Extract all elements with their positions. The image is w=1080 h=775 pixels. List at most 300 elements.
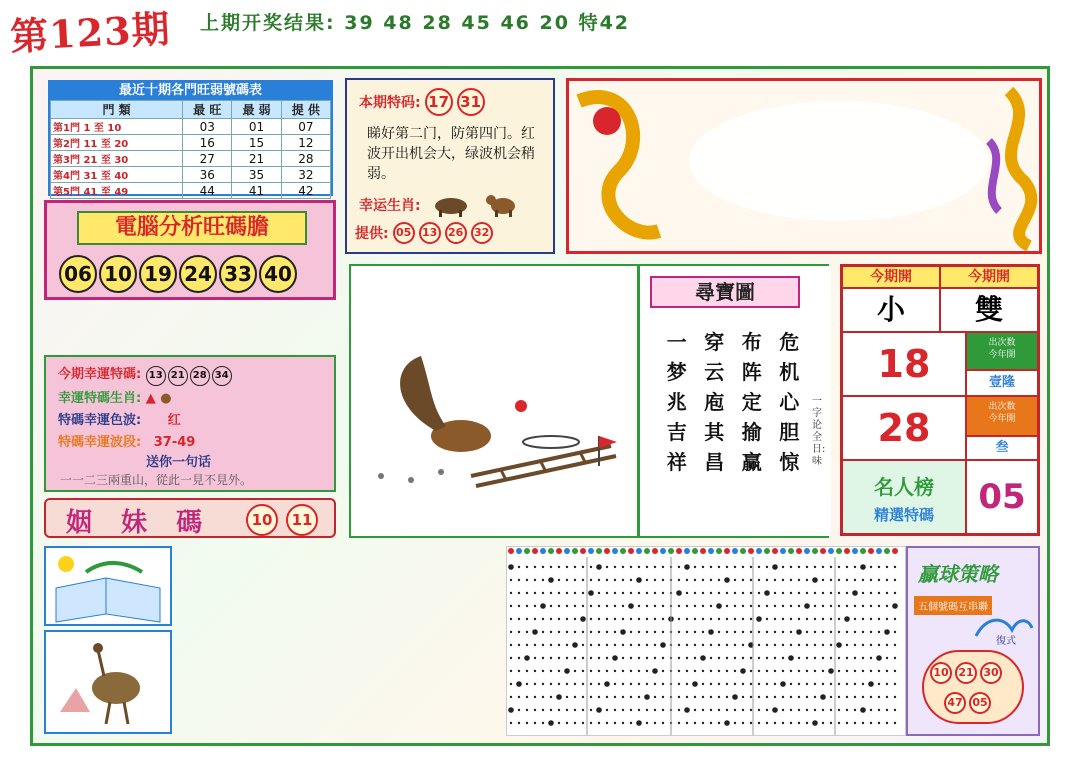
- pattern-dot: [558, 722, 560, 724]
- poem-char: 心: [779, 390, 800, 414]
- pattern-dot: [662, 696, 664, 698]
- pattern-dot: [510, 644, 512, 646]
- pattern-dot: [822, 644, 824, 646]
- pattern-dot: [582, 722, 584, 724]
- pattern-dot: [526, 566, 528, 568]
- pattern-dot: [838, 579, 840, 581]
- pattern-dot: [724, 720, 730, 726]
- color-dot: [772, 548, 778, 554]
- pattern-dot: [614, 709, 616, 711]
- pattern-dot: [718, 657, 720, 659]
- pattern-dot: [678, 670, 680, 672]
- pattern-dot: [892, 603, 898, 609]
- pattern-dot: [822, 631, 824, 633]
- pattern-dot: [718, 683, 720, 685]
- strategy-subtitle: 五個號碼互串聯: [914, 596, 992, 615]
- pattern-dot: [798, 696, 800, 698]
- pattern-dot: [566, 644, 568, 646]
- pattern-dot: [622, 709, 624, 711]
- pattern-dot: [534, 683, 536, 685]
- pattern-dot: [622, 683, 624, 685]
- pattern-dot: [566, 709, 568, 711]
- pattern-dot: [854, 605, 856, 607]
- pattern-dot: [662, 618, 664, 620]
- pattern-dot: [630, 670, 632, 672]
- poem-char: 昌: [704, 450, 725, 474]
- pattern-dot: [622, 696, 624, 698]
- pattern-dot: [508, 707, 514, 713]
- pattern-dot: [614, 592, 616, 594]
- pattern-dot: [886, 644, 888, 646]
- pattern-dot: [734, 618, 736, 620]
- pattern-dot: [758, 670, 760, 672]
- pattern-dot: [550, 566, 552, 568]
- lucky-ball: 13: [146, 366, 166, 386]
- pattern-dot: [590, 631, 592, 633]
- pattern-dot: [846, 670, 848, 672]
- pattern-dot: [742, 696, 744, 698]
- pattern-dot: [766, 670, 768, 672]
- pattern-dot: [654, 566, 656, 568]
- pattern-dot: [558, 566, 560, 568]
- pattern-dot: [612, 655, 618, 661]
- pattern-dot: [798, 722, 800, 724]
- treasure-side-text: 一字论全日:味: [812, 396, 826, 467]
- pattern-dot: [574, 566, 576, 568]
- pattern-dot: [582, 670, 584, 672]
- pattern-dot: [550, 696, 552, 698]
- pattern-dot: [694, 605, 696, 607]
- pattern-dot: [702, 579, 704, 581]
- count-tag-2a: 出次数: [988, 402, 1016, 412]
- pattern-dot: [526, 618, 528, 620]
- pattern-dot: [606, 722, 608, 724]
- pattern-dot: [646, 592, 648, 594]
- pattern-dot: [662, 670, 664, 672]
- special-ball: 31: [457, 88, 485, 116]
- pattern-dot: [662, 683, 664, 685]
- pattern-dot: [750, 618, 752, 620]
- pattern-dot: [862, 722, 864, 724]
- pattern-dot: [510, 722, 512, 724]
- pattern-dot: [830, 605, 832, 607]
- pattern-dot: [806, 566, 808, 568]
- pattern-dot: [710, 722, 712, 724]
- pattern-dot: [622, 618, 624, 620]
- color-dot: [516, 548, 522, 554]
- pattern-dot: [718, 618, 720, 620]
- pattern-dot: [742, 683, 744, 685]
- pattern-dot: [628, 603, 634, 609]
- dot-pattern-grid: [506, 546, 906, 736]
- color-dot: [524, 548, 530, 554]
- pattern-dot: [774, 683, 776, 685]
- row-hot: 36: [183, 167, 232, 183]
- pattern-dot: [782, 566, 784, 568]
- pattern-dot: [766, 657, 768, 659]
- lucky-line-6: 一一二三兩重山，從此一見不見外。: [60, 473, 253, 487]
- pattern-dot: [686, 605, 688, 607]
- pattern-dot: [894, 618, 896, 620]
- pattern-dot: [846, 605, 848, 607]
- pattern-dot: [518, 605, 520, 607]
- color-dot: [644, 548, 650, 554]
- pattern-dot: [598, 683, 600, 685]
- pattern-dot: [854, 644, 856, 646]
- table-header-row: [51, 101, 331, 119]
- pattern-dot: [838, 683, 840, 685]
- pattern-dot: [806, 618, 808, 620]
- computer-number-row: [59, 255, 297, 293]
- color-dot: [692, 548, 698, 554]
- pattern-dot: [710, 696, 712, 698]
- pattern-dot: [782, 722, 784, 724]
- pattern-dot: [550, 709, 552, 711]
- pattern-dot: [726, 670, 728, 672]
- pattern-dot: [814, 709, 816, 711]
- decorative-banner: [566, 78, 1042, 254]
- pattern-dot: [598, 696, 600, 698]
- pattern-dot: [622, 722, 624, 724]
- pattern-dot: [836, 642, 842, 648]
- lucky-panel: [44, 355, 336, 492]
- pattern-dot: [646, 579, 648, 581]
- lucky-range-value: 37-49: [153, 435, 196, 450]
- pattern-dot: [566, 683, 568, 685]
- pattern-dot: [684, 564, 690, 570]
- pattern-dot: [692, 681, 698, 687]
- pattern-dot: [630, 696, 632, 698]
- pattern-dot: [734, 631, 736, 633]
- pattern-dot: [510, 670, 512, 672]
- pattern-dot: [510, 631, 512, 633]
- pattern-dot: [598, 657, 600, 659]
- table-row: [51, 167, 331, 183]
- pattern-dot: [878, 631, 880, 633]
- pattern-dot: [662, 592, 664, 594]
- pattern-dot: [734, 566, 736, 568]
- pattern-dot: [684, 707, 690, 713]
- monkey-icon: [481, 192, 521, 218]
- sibling-numbers: [246, 504, 318, 536]
- pattern-dot: [870, 566, 872, 568]
- pattern-dot: [854, 657, 856, 659]
- pattern-dot: [820, 694, 826, 700]
- strategy-ball: 10: [930, 662, 952, 684]
- pattern-dot: [710, 592, 712, 594]
- pattern-dot: [630, 709, 632, 711]
- pattern-dot: [750, 592, 752, 594]
- color-dot: [796, 548, 802, 554]
- pattern-dot: [702, 592, 704, 594]
- pattern-dot: [518, 592, 520, 594]
- pattern-dot: [686, 618, 688, 620]
- pattern-dot: [732, 694, 738, 700]
- pattern-dot: [846, 579, 848, 581]
- pattern-dot: [774, 657, 776, 659]
- color-dot: [716, 548, 722, 554]
- pattern-dot: [838, 696, 840, 698]
- row-offer: 12: [281, 135, 330, 151]
- pattern-dot: [790, 618, 792, 620]
- pattern-dot: [790, 644, 792, 646]
- pattern-dot: [590, 670, 592, 672]
- pattern-dot: [622, 605, 624, 607]
- color-dot: [652, 548, 658, 554]
- pattern-dot: [550, 592, 552, 594]
- color-dot: [764, 548, 770, 554]
- pattern-dot: [566, 722, 568, 724]
- pattern-dot: [590, 605, 592, 607]
- pattern-dot: [854, 579, 856, 581]
- pattern-dot: [510, 618, 512, 620]
- pattern-dot: [854, 722, 856, 724]
- pattern-dot: [822, 683, 824, 685]
- pattern-dot: [620, 629, 626, 635]
- count-value-2: 叁: [966, 436, 1038, 460]
- color-dot: [588, 548, 594, 554]
- pattern-dot: [774, 722, 776, 724]
- strategy-ball-ring: [922, 650, 1024, 724]
- pattern-dot: [694, 644, 696, 646]
- pattern-dot: [758, 696, 760, 698]
- pattern-dot: [590, 566, 592, 568]
- strategy-row-2: [944, 692, 991, 714]
- color-dot: [756, 548, 762, 554]
- color-dot: [604, 548, 610, 554]
- pattern-dot: [726, 631, 728, 633]
- pattern-dot: [518, 696, 520, 698]
- pattern-dot: [814, 631, 816, 633]
- pattern-dot: [788, 655, 794, 661]
- pattern-dot: [606, 566, 608, 568]
- pattern-dot: [702, 683, 704, 685]
- pattern-dot: [862, 670, 864, 672]
- pattern-dot: [686, 644, 688, 646]
- pattern-dot: [766, 683, 768, 685]
- pattern-dot: [790, 566, 792, 568]
- lucky-color-value: 红: [167, 413, 181, 428]
- pattern-dot: [798, 618, 800, 620]
- pattern-dot: [614, 618, 616, 620]
- strategy-tag: 復式: [996, 636, 1016, 647]
- pattern-dot: [542, 657, 544, 659]
- color-dot: [724, 548, 730, 554]
- color-dot: [532, 548, 538, 554]
- lucky-line-4: [58, 431, 195, 450]
- fame-subtitle: 精選特碼: [873, 506, 934, 524]
- pattern-dot: [590, 579, 592, 581]
- pattern-dot: [542, 670, 544, 672]
- pattern-dot: [830, 566, 832, 568]
- pattern-dot: [766, 605, 768, 607]
- pattern-dot: [830, 709, 832, 711]
- pattern-dot: [678, 696, 680, 698]
- pattern-dot: [534, 722, 536, 724]
- pattern-dot: [606, 709, 608, 711]
- pattern-dot: [878, 592, 880, 594]
- strategy-row-1: [930, 662, 1002, 684]
- pattern-dot: [678, 709, 680, 711]
- pattern-dot: [894, 657, 896, 659]
- pattern-dot: [886, 566, 888, 568]
- pattern-dot: [534, 592, 536, 594]
- table-row: [51, 183, 331, 199]
- pattern-dot: [822, 722, 824, 724]
- row-cold: 15: [232, 135, 281, 151]
- pattern-dot: [548, 577, 554, 583]
- pattern-dot: [702, 618, 704, 620]
- pattern-dot: [686, 696, 688, 698]
- ostrich-drawing: [46, 632, 170, 732]
- color-dot: [620, 548, 626, 554]
- pattern-dot: [766, 618, 768, 620]
- pattern-dot: [622, 644, 624, 646]
- poem-char: 定: [741, 390, 762, 414]
- pattern-dot: [558, 631, 560, 633]
- pattern-dot: [622, 566, 624, 568]
- pattern-dot: [526, 592, 528, 594]
- pattern-dot: [894, 566, 896, 568]
- pattern-dot: [574, 696, 576, 698]
- table-row: [51, 135, 331, 151]
- pattern-dot: [606, 657, 608, 659]
- pattern-dot: [734, 670, 736, 672]
- pattern-dot: [718, 631, 720, 633]
- pattern-dot: [822, 670, 824, 672]
- pattern-dot: [814, 566, 816, 568]
- parity-value: 雙: [940, 288, 1038, 332]
- pattern-dot: [582, 605, 584, 607]
- pattern-dot: [846, 566, 848, 568]
- pattern-dot: [758, 605, 760, 607]
- color-dot: [828, 548, 834, 554]
- strategy-panel: [906, 546, 1040, 736]
- pattern-dot: [774, 696, 776, 698]
- pattern-dot: [870, 709, 872, 711]
- pattern-dot: [854, 566, 856, 568]
- pattern-dot: [630, 683, 632, 685]
- pattern-dot: [838, 709, 840, 711]
- pattern-dot: [638, 605, 640, 607]
- special-ball: 17: [425, 88, 453, 116]
- poem-char: 祥: [666, 450, 687, 474]
- row-label: 第2門 11 至 20: [51, 135, 183, 151]
- row-offer: 32: [281, 167, 330, 183]
- color-dot: [660, 548, 666, 554]
- table-title: 最近十期各門旺弱號碼表: [50, 82, 331, 100]
- pattern-dot: [878, 644, 880, 646]
- pattern-dot: [582, 631, 584, 633]
- pattern-dot: [862, 644, 864, 646]
- pattern-dot: [532, 629, 538, 635]
- col-cold: 最 弱: [232, 101, 281, 119]
- pattern-dot: [702, 644, 704, 646]
- pattern-dot: [654, 696, 656, 698]
- pattern-dot: [814, 670, 816, 672]
- color-dot: [868, 548, 874, 554]
- pattern-dot: [758, 683, 760, 685]
- pattern-dot: [726, 566, 728, 568]
- pattern-dot: [718, 696, 720, 698]
- lucky-range-label: 特碼幸運波段:: [58, 435, 142, 450]
- pattern-dot: [766, 579, 768, 581]
- book-drawing: [46, 548, 170, 624]
- row-offer: 28: [281, 151, 330, 167]
- pattern-dot: [894, 670, 896, 672]
- pattern-dot: [846, 657, 848, 659]
- pattern-dot: [830, 592, 832, 594]
- pattern-dot: [516, 681, 522, 687]
- pattern-dot: [782, 644, 784, 646]
- pattern-dot: [518, 566, 520, 568]
- pattern-dot: [662, 605, 664, 607]
- pattern-dot: [638, 670, 640, 672]
- row-cold: 41: [232, 183, 281, 199]
- color-dot: [700, 548, 706, 554]
- pattern-dot: [654, 657, 656, 659]
- pattern-dot: [582, 566, 584, 568]
- pattern-dot: [662, 657, 664, 659]
- pattern-dot: [734, 592, 736, 594]
- pattern-dot: [742, 722, 744, 724]
- poem-char: 兆: [666, 390, 687, 414]
- pattern-dot: [774, 592, 776, 594]
- pattern-dot: [806, 696, 808, 698]
- lucky-ball: 21: [168, 366, 188, 386]
- pattern-dot: [886, 657, 888, 659]
- pattern-dot: [574, 709, 576, 711]
- pattern-dot: [884, 629, 890, 635]
- count-number-1: 18: [842, 332, 966, 396]
- pattern-dot: [518, 722, 520, 724]
- color-dot: [596, 548, 602, 554]
- pattern-dot: [750, 709, 752, 711]
- pattern-dot: [718, 722, 720, 724]
- computer-analysis-panel: [44, 200, 336, 300]
- special-code-row: [359, 88, 485, 116]
- pattern-dot: [782, 709, 784, 711]
- pattern-dot: [750, 696, 752, 698]
- pattern-dot: [830, 696, 832, 698]
- pattern-dot: [638, 683, 640, 685]
- pattern-dot: [694, 592, 696, 594]
- pattern-dot: [702, 696, 704, 698]
- pattern-dot: [838, 592, 840, 594]
- pattern-dot: [854, 618, 856, 620]
- pattern-dot: [558, 683, 560, 685]
- number-ball: 24: [179, 255, 217, 293]
- pattern-dot: [862, 605, 864, 607]
- pattern-dot: [782, 579, 784, 581]
- pattern-dot: [588, 590, 594, 596]
- pattern-dot: [734, 579, 736, 581]
- pattern-dot: [606, 618, 608, 620]
- pattern-dot: [518, 579, 520, 581]
- pattern-dot: [652, 668, 658, 674]
- pattern-dot: [878, 683, 880, 685]
- pattern-dot: [574, 670, 576, 672]
- pattern-dot: [510, 605, 512, 607]
- color-dot: [548, 548, 554, 554]
- row-cold: 35: [232, 167, 281, 183]
- computer-analysis-title: 電腦分析旺碼膽: [77, 211, 307, 245]
- pattern-dot: [758, 644, 760, 646]
- dot-pattern-svg: [507, 547, 907, 737]
- pattern-dot: [694, 670, 696, 672]
- pattern-dot: [614, 644, 616, 646]
- lucky-line-3: [58, 409, 181, 428]
